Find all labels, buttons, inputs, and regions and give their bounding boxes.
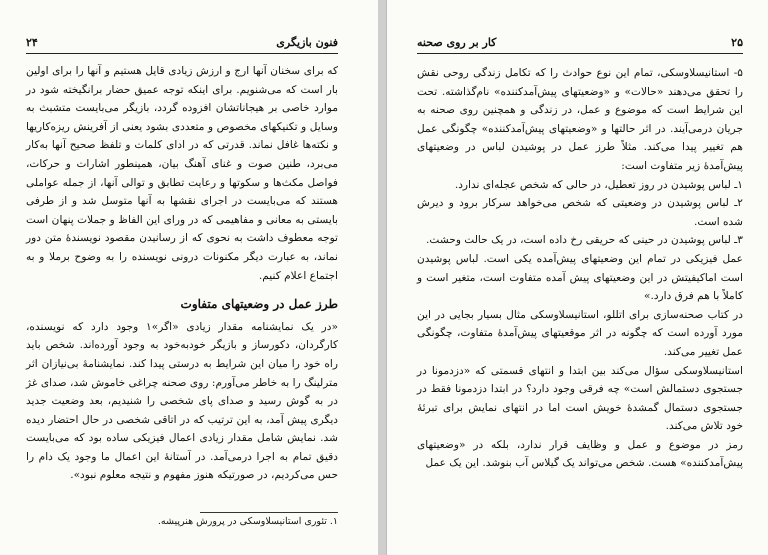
page-number: ۲۴ — [26, 35, 38, 49]
running-title: کار بر روی صحنه — [417, 35, 497, 49]
footnote-rule — [200, 512, 338, 513]
running-title: فنون بازیگری — [276, 35, 338, 49]
left-page — [0, 0, 379, 555]
list-item: ۳ـ لباس پوشیدن در حینی که حریقی رخ داده است، در یک حالت وحشت. — [426, 234, 743, 247]
paragraph: که برای سخنان آنها ارج و ارزش زیادی قایل هستیم و آنها را برای اولین بار است که می‌شنویم. برای اینکه توجه عمیق حضار برانگیخته شود در موارد خاصی بر هیجاناتشان افزوده گردد، بازیگر می‌بایست متشبث به وسایل و تکنیکهای مخصوص و متعددی بشود یعنی از آفرینش ریزه‌کاریها و نکته‌ها غافل نماند. قدرتی که در ادای کلمات و تلفظ صحیح آنها به‌کار می‌برد، طنین صوت و غنای آهنگ بیان، همینطور اشارات و حرکات، فواصل مکث‌ها و سکوتها و رعایت تطابق و توالی آنها، از جمله عواملی هستند که می‌بایست در اجرای نقشها به آنها متوسل شد و از طرفی بایستی به معانی و مفاهیمی که در ورای این الفاظ و جملات پنهان است توجه معطوف داشت به نحوی که از رسانیدن مقصود نویسندهٔ متن دور نماند، به عبارت دیگر مکنونات درونی نویسنده را به وضوح برملا و به اجتماع اعلام کنیم. — [26, 65, 338, 282]
paragraph: در کتاب صحنه‌سازی برای اتللو، استانیسلاوسکی مثال بسیار بجایی در این مورد آورده است که چگونه در اثر موقعیتهای پیش‌آمدهٔ متفاوت، چگونگی عمل تغییر می‌کند. — [417, 308, 743, 358]
header-rule — [417, 53, 743, 54]
right-page — [386, 0, 768, 555]
list-item: ۲ـ لباس پوشیدن در وضعیتی که شخص می‌خواهد سرکار برود و دیرش شده است. — [417, 197, 743, 228]
header-rule — [26, 53, 338, 54]
book-gutter — [378, 0, 386, 555]
paragraph: ۵- استانیسلاوسکی، تمام این نوع حوادث را که تکامل زندگی روحی نقش را تحقق می‌دهند «حالات» و «وضعیتهای پیش‌آمدکننده» نام‌گذاشته. تحت این شرایط است که موضوع و عمل، در زندگی و همچنین روی صحنه به جریان درمی‌آیند. در اثر حالتها و «وضعیتهای پیش‌آمدکننده» چگونگی عمل هم تغییر پیدا می‌کند. مثلاً طرز عمل در پوشیدن لباس در وضعیتهای پیش‌آمدهٔ زیر متفاوت است: — [417, 67, 743, 172]
paragraph: استانیسلاوسکی سؤال می‌کند بین ابتدا و انتهای قسمتی که «دزدمونا در جستجوی دستمالش است» چه فرقی وجود دارد؟ در ابتدا دزدمونا فقط در جستجوی دستمال گمشدهٔ خویش است اما در انتهای نمایش برای تبرئهٔ خود تلاش می‌کند. — [417, 364, 743, 433]
section-heading: طرز عمل در وضعیتهای متفاوت — [180, 297, 338, 312]
paragraph: «در یک نمایشنامه مقدار زیادی «اگر»۱ وجود دارد که نویسنده، کارگردان، دکورساز و بازیگر خودبه‌خود به وجود آورده‌اند. شخص باید راه خود را میان این شرایط به درستی پیدا کند. نمایشنامهٔ بی‌نیازان اثر مترلینگ را به خاطر می‌آورم: روی صحنه چراغی خاموش شد، صدای غژ در به گوش رسید و صدای پای شخصی را شنیدیم، بعد وضعیت جدید دیگری پیش آمد، به این ترتیب که در اتاقی شخصی در حال احتضار دیده شد. نمایش شامل مقدار زیادی اعمال فیزیکی ساده بود که می‌بایست دقیق تمام به اجرا درمی‌آمد. در آستانهٔ این اعمال ما وجود یک دام را حس می‌کردیم، در صورتیکه هنوز مفهوم و نتیجه معلوم نبود». — [26, 320, 338, 482]
paragraph: عمل فیزیکی در تمام این وضعیتهای پیش‌آمده یکی است. لباس پوشیدن است اماکیفیتش در این وضعیتهای پیش آمده متفاوت است، متغیر است و کاملاً با هم فرق دارد.» — [417, 252, 743, 303]
left-page-body — [26, 62, 338, 485]
right-page-body — [417, 64, 743, 473]
left-page-header — [26, 34, 338, 50]
paragraph: رمز در موضوع و عمل و وظایف قرار ندارد، بلکه در «وضعیتهای پیش‌آمدکننده» هست. شخص می‌تواند یک گیلاس آب بنوشد. این یک عمل — [417, 438, 743, 470]
list-item: ۱ـ لباس پوشیدن در روز تعطیل، در حالی که شخص عجله‌ای ندارد. — [454, 178, 743, 191]
right-page-header — [417, 34, 743, 50]
footnote: ۱. تئوری استانیسلاوسکی در پرورش هنرپیشه. — [157, 516, 338, 527]
page-number: ۲۵ — [731, 35, 743, 49]
